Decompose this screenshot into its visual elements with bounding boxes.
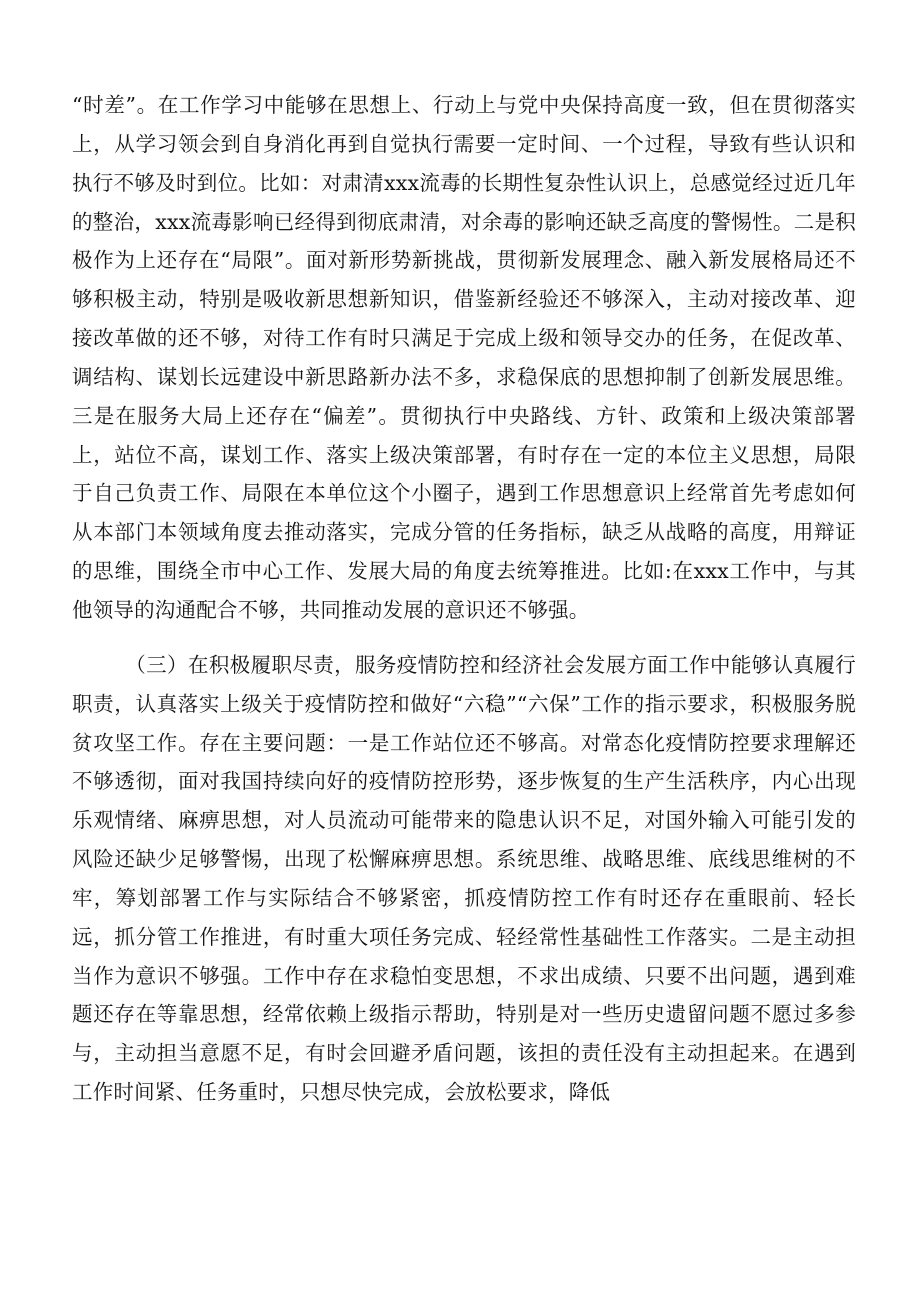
body-paragraph-1: “时差”。在工作学习中能够在思想上、行动上与党中央保持高度一致，但在贯彻落实上，从学习领会到自身消化再到自觉执行需要一定时间、一个过程，导致有些认识和执行不够及时到位。比如：对肃清xxx流毒的长期性复杂性认识上，总感觉经过近几年的整治，xxx流毒影响已经得到彻底肃清，对余毒的影响还缺乏高度的警惕性。二是积极作为上还存在“局限”。面对新形势新挑战，贯彻新发展理念、融入新发展格局还不够积极主动，特别是吸收新思想新知识，借鉴新经验还不够深入，主动对接改革、迎接改革做的还不够，对待工作有时只满足于完成上级和领导交办的任务，在促改革、调结构、谋划长远建设中新思路新办法不多，求稳保底的思想抑制了创新发展思维。三是在服务大局上还存在“偏差”。贯彻执行中央路线、方针、政策和上级决策部署上，站位不高，谋划工作、落实上级决策部署，有时存在一定的本位主义思想，局限于自己负责工作、局限在本单位这个小圈子，遇到工作思想意识上经常首先考虑如何从本部门本领域角度去推动落实，完成分管的任务指标，缺乏从战略的高度，用辩证的思维，围绕全市中心工作、发展大局的角度去统筹推进。比如:在xxx工作中，与其他领导的沟通配合不够，共同推动发展的意识还不够强。 xyxy=(72,93,856,622)
document-page xyxy=(72,86,856,1112)
body-paragraph-2: （三）在积极履职尽责，服务疫情防控和经济社会发展方面工作中能够认真履行职责，认真落实上级关于疫情防控和做好“六稳”“六保”工作的指示要求，积极服务脱贫攻坚工作。存在主要问题：一是工作站位还不够高。对常态化疫情防控要求理解还不够透彻，面对我国持续向好的疫情防控形势，逐步恢复的生产生活秩序，内心出现乐观情绪、麻痹思想，对人员流动可能带来的隐患认识不足，对国外输入可能引发的风险还缺少足够警惕，出现了松懈麻痹思想。系统思维、战略思维、底线思维树的不牢，筹划部署工作与实际结合不够紧密，抓疫情防控工作有时还存在重眼前、轻长远，抓分管工作推进，有时重大项任务完成、轻经常性基础性工作落实。二是主动担当作为意识不够强。工作中存在求稳怕变思想，不求出成绩、只要不出问题，遇到难题还存在等靠思想，经常依赖上级指示帮助，特别是对一些历史遗留问题不愿过多参与，主动担当意愿不足，有时会回避矛盾问题，该担的责任没有主动担起来。在遇到工作时间紧、任务重时，只想尽快完成，会放松要求，降低 xyxy=(72,652,856,1105)
